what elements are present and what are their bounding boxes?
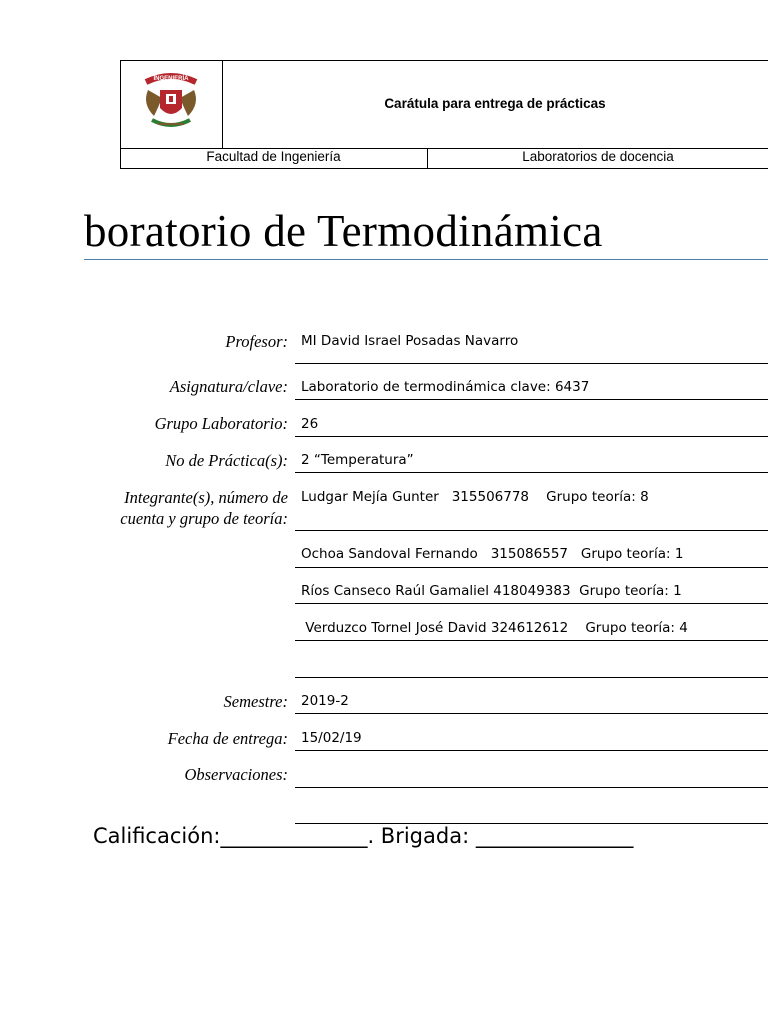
asignatura-label: Asignatura/clave:	[169, 377, 288, 396]
semestre-label: Semestre:	[223, 692, 288, 711]
profesor-line	[295, 363, 768, 364]
faculty-cell: Facultad de Ingeniería	[206, 149, 341, 164]
practica-line	[295, 472, 768, 473]
grupo-value: 26	[301, 416, 319, 432]
member-line	[295, 530, 768, 531]
member-row: Ríos Canseco Raúl Gamaliel 418049383 Grupo teoría: 1	[301, 583, 682, 599]
profesor-value: MI David Israel Posadas Navarro	[301, 333, 519, 349]
grupo-line	[295, 436, 768, 437]
grade-brigade-line: Calificación:______________. Brigada: _______________	[93, 824, 634, 848]
logo-text: INGENIERÍA	[153, 76, 189, 82]
page-title: boratorio de Termodinámica	[84, 206, 603, 256]
labs-cell: Laboratorios de docencia	[522, 149, 674, 164]
member-line	[295, 567, 768, 568]
member-row: Ochoa Sandoval Fernando 315086557 Grupo teoría: 1	[301, 546, 684, 562]
title-underline	[84, 259, 768, 260]
observaciones-line	[295, 787, 768, 788]
member-row: Verduzco Tornel José David 324612612 Grupo teoría: 4	[301, 620, 688, 636]
asignatura-value: Laboratorio de termodinámica clave: 6437	[301, 379, 590, 395]
integrantes-label-line2: cuenta y grupo de teoría:	[120, 509, 288, 528]
integrantes-label-line1: Integrante(s), número de	[124, 488, 288, 507]
profesor-label: Profesor:	[225, 332, 288, 351]
member-line-empty	[295, 677, 768, 678]
semestre-value: 2019-2	[301, 693, 349, 709]
member-line	[295, 640, 768, 641]
member-line	[295, 603, 768, 604]
semestre-line	[295, 713, 768, 714]
member-row: Ludgar Mejía Gunter 315506778 Grupo teoría: 8	[301, 489, 649, 505]
unam-engineering-logo	[138, 68, 204, 134]
fecha-label: Fecha de entrega:	[167, 729, 288, 748]
observaciones-label: Observaciones:	[184, 765, 288, 784]
practica-value: 2 “Temperatura”	[301, 452, 414, 468]
practica-label: No de Práctica(s):	[165, 451, 288, 470]
cover-title: Carátula para entrega de prácticas	[384, 96, 606, 111]
fecha-value: 15/02/19	[301, 730, 362, 746]
asignatura-line	[295, 399, 768, 400]
grupo-label: Grupo Laboratorio:	[154, 414, 288, 433]
fecha-line	[295, 750, 768, 751]
